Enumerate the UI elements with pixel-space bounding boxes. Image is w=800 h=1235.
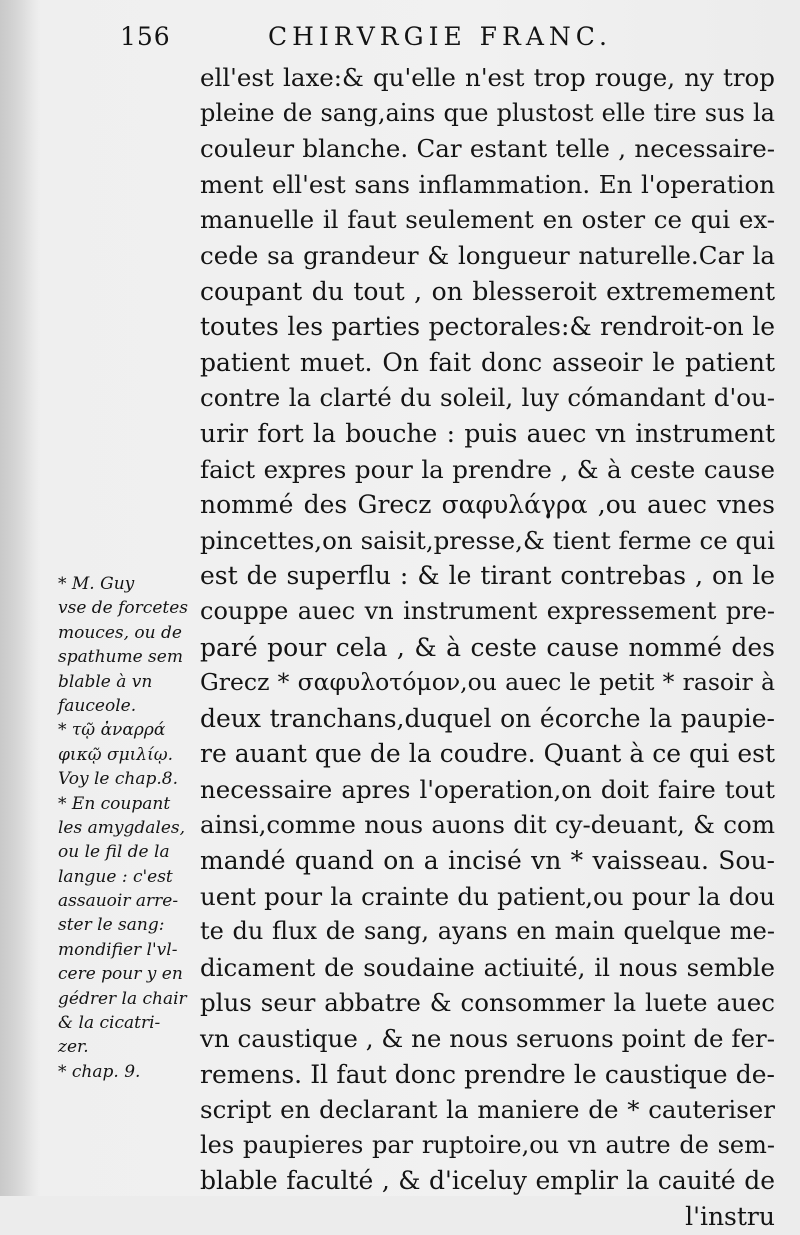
text-line: pincettes,on saisit,presse,& tient ferme ce qui	[200, 525, 775, 555]
text-line: faict expres pour la prendre , & à ceste cause	[200, 454, 775, 484]
margin-note-line: fauceole.	[58, 695, 137, 716]
text-line: ment ell'est sans inflammation. En l'operation	[200, 169, 775, 199]
text-line: toutes les parties pectorales:& rendroit-on le	[200, 312, 775, 342]
text-line: coupant du tout , on blesseroit extremement	[200, 276, 775, 306]
margin-note-line: * En coupant	[58, 793, 171, 814]
text-line: uent pour la crainte du patient,ou pour la dou	[200, 881, 775, 911]
margin-note-line: langue : c'est	[58, 866, 173, 887]
text-line: ainsi,comme nous auons dit cy-deuant, & com	[200, 810, 775, 840]
page-number: 156	[120, 22, 171, 51]
text-line: est de superflu : & le tirant contrebas , on le	[200, 561, 775, 591]
text-line: blable faculté , & d'iceluy emplir la cauité de	[200, 1166, 775, 1196]
margin-note-line: vse de forcetes	[58, 598, 188, 619]
margin-note-line: φικῷ σμιλίῳ.	[58, 744, 174, 765]
margin-note-line: mouces, ou de	[58, 622, 182, 643]
margin-note-line: * τῷ ἀναρρά	[58, 720, 166, 741]
margin-note-line: cere pour y en	[58, 964, 183, 985]
marginal-notes	[58, 572, 192, 1084]
text-line: cede sa grandeur & longueur naturelle.Car la	[200, 240, 775, 270]
text-line: dicament de soudaine actiuité, il nous semble	[200, 952, 775, 982]
margin-note-line: zer.	[58, 1037, 89, 1058]
text-line: contre la clarté du soleil, luy cómandant d'ou-	[200, 383, 775, 413]
margin-note-line: & la cicatri-	[58, 1013, 161, 1034]
margin-note-line: spathume sem	[58, 647, 183, 668]
text-line: nommé des Grecz σαφυλάγρα ,ou auec vnes	[200, 490, 775, 520]
text-line: re auant que de la coudre. Quant à ce qui est	[200, 739, 775, 769]
margin-note-line: blable à vn	[58, 671, 153, 692]
text-line: patient muet. On fait donc asseoir le patient	[200, 347, 775, 377]
margin-note-line: assauoir arre-	[58, 891, 179, 912]
margin-note-line: mondifier l'vl-	[58, 939, 178, 960]
text-line: Grecz * σαφυλοτόμον,ou auec le petit * rasoir à	[200, 668, 775, 697]
running-head: CHIRVRGIE FRANC.	[268, 22, 612, 51]
text-line: remens. Il faut donc prendre le caustique de-	[200, 1059, 775, 1089]
margin-note-line: * M. Guy	[58, 574, 135, 594]
text-line: script en declarant la maniere de * cauteriser	[200, 1095, 775, 1125]
text-line: ell'est laxe:& qu'elle n'est trop rouge, ny trop	[200, 63, 775, 92]
margin-note-line: Voy le chap.8.	[58, 769, 178, 790]
margin-note-line: les amygdales,	[58, 817, 186, 838]
text-line: plus seur abbatre & consommer la luete auec	[200, 988, 775, 1018]
catchword-line: l'instru	[685, 1202, 775, 1231]
text-line: manuelle il faut seulement en oster ce qui ex-	[200, 205, 775, 235]
text-line: couppe auec vn instrument expressement pre-	[200, 596, 775, 625]
gutter-shadow	[0, 0, 40, 1196]
text-line: couleur blanche. Car estant telle , necessaire-	[200, 134, 775, 164]
text-line: vn caustique , & ne nous seruons point de fer-	[200, 1024, 775, 1054]
text-line: necessaire apres l'operation,on doit faire tout	[200, 774, 775, 804]
margin-note-line: ou le fil de la	[58, 842, 170, 863]
text-line: te du flux de sang, ayans en main quelque me-	[200, 917, 775, 946]
main-text-block	[200, 60, 775, 1235]
text-line: deux tranchans,duquel on écorche la paupie-	[200, 703, 775, 733]
margin-note-line: * chap. 9.	[58, 1061, 141, 1082]
margin-note-line: gédrer la chair	[58, 988, 187, 1009]
text-line: mandé quand on a incisé vn * vaisseau. Sou-	[200, 846, 775, 876]
margin-note-line: ster le sang:	[58, 915, 165, 936]
text-line: paré pour cela , & à ceste cause nommé des	[200, 632, 775, 662]
text-line: pleine de sang,ains que plustost elle tire sus la	[200, 98, 775, 127]
text-line: les paupieres par ruptoire,ou vn autre de sem-	[200, 1130, 775, 1159]
text-line: urir fort la bouche : puis auec vn instrument	[200, 418, 775, 448]
